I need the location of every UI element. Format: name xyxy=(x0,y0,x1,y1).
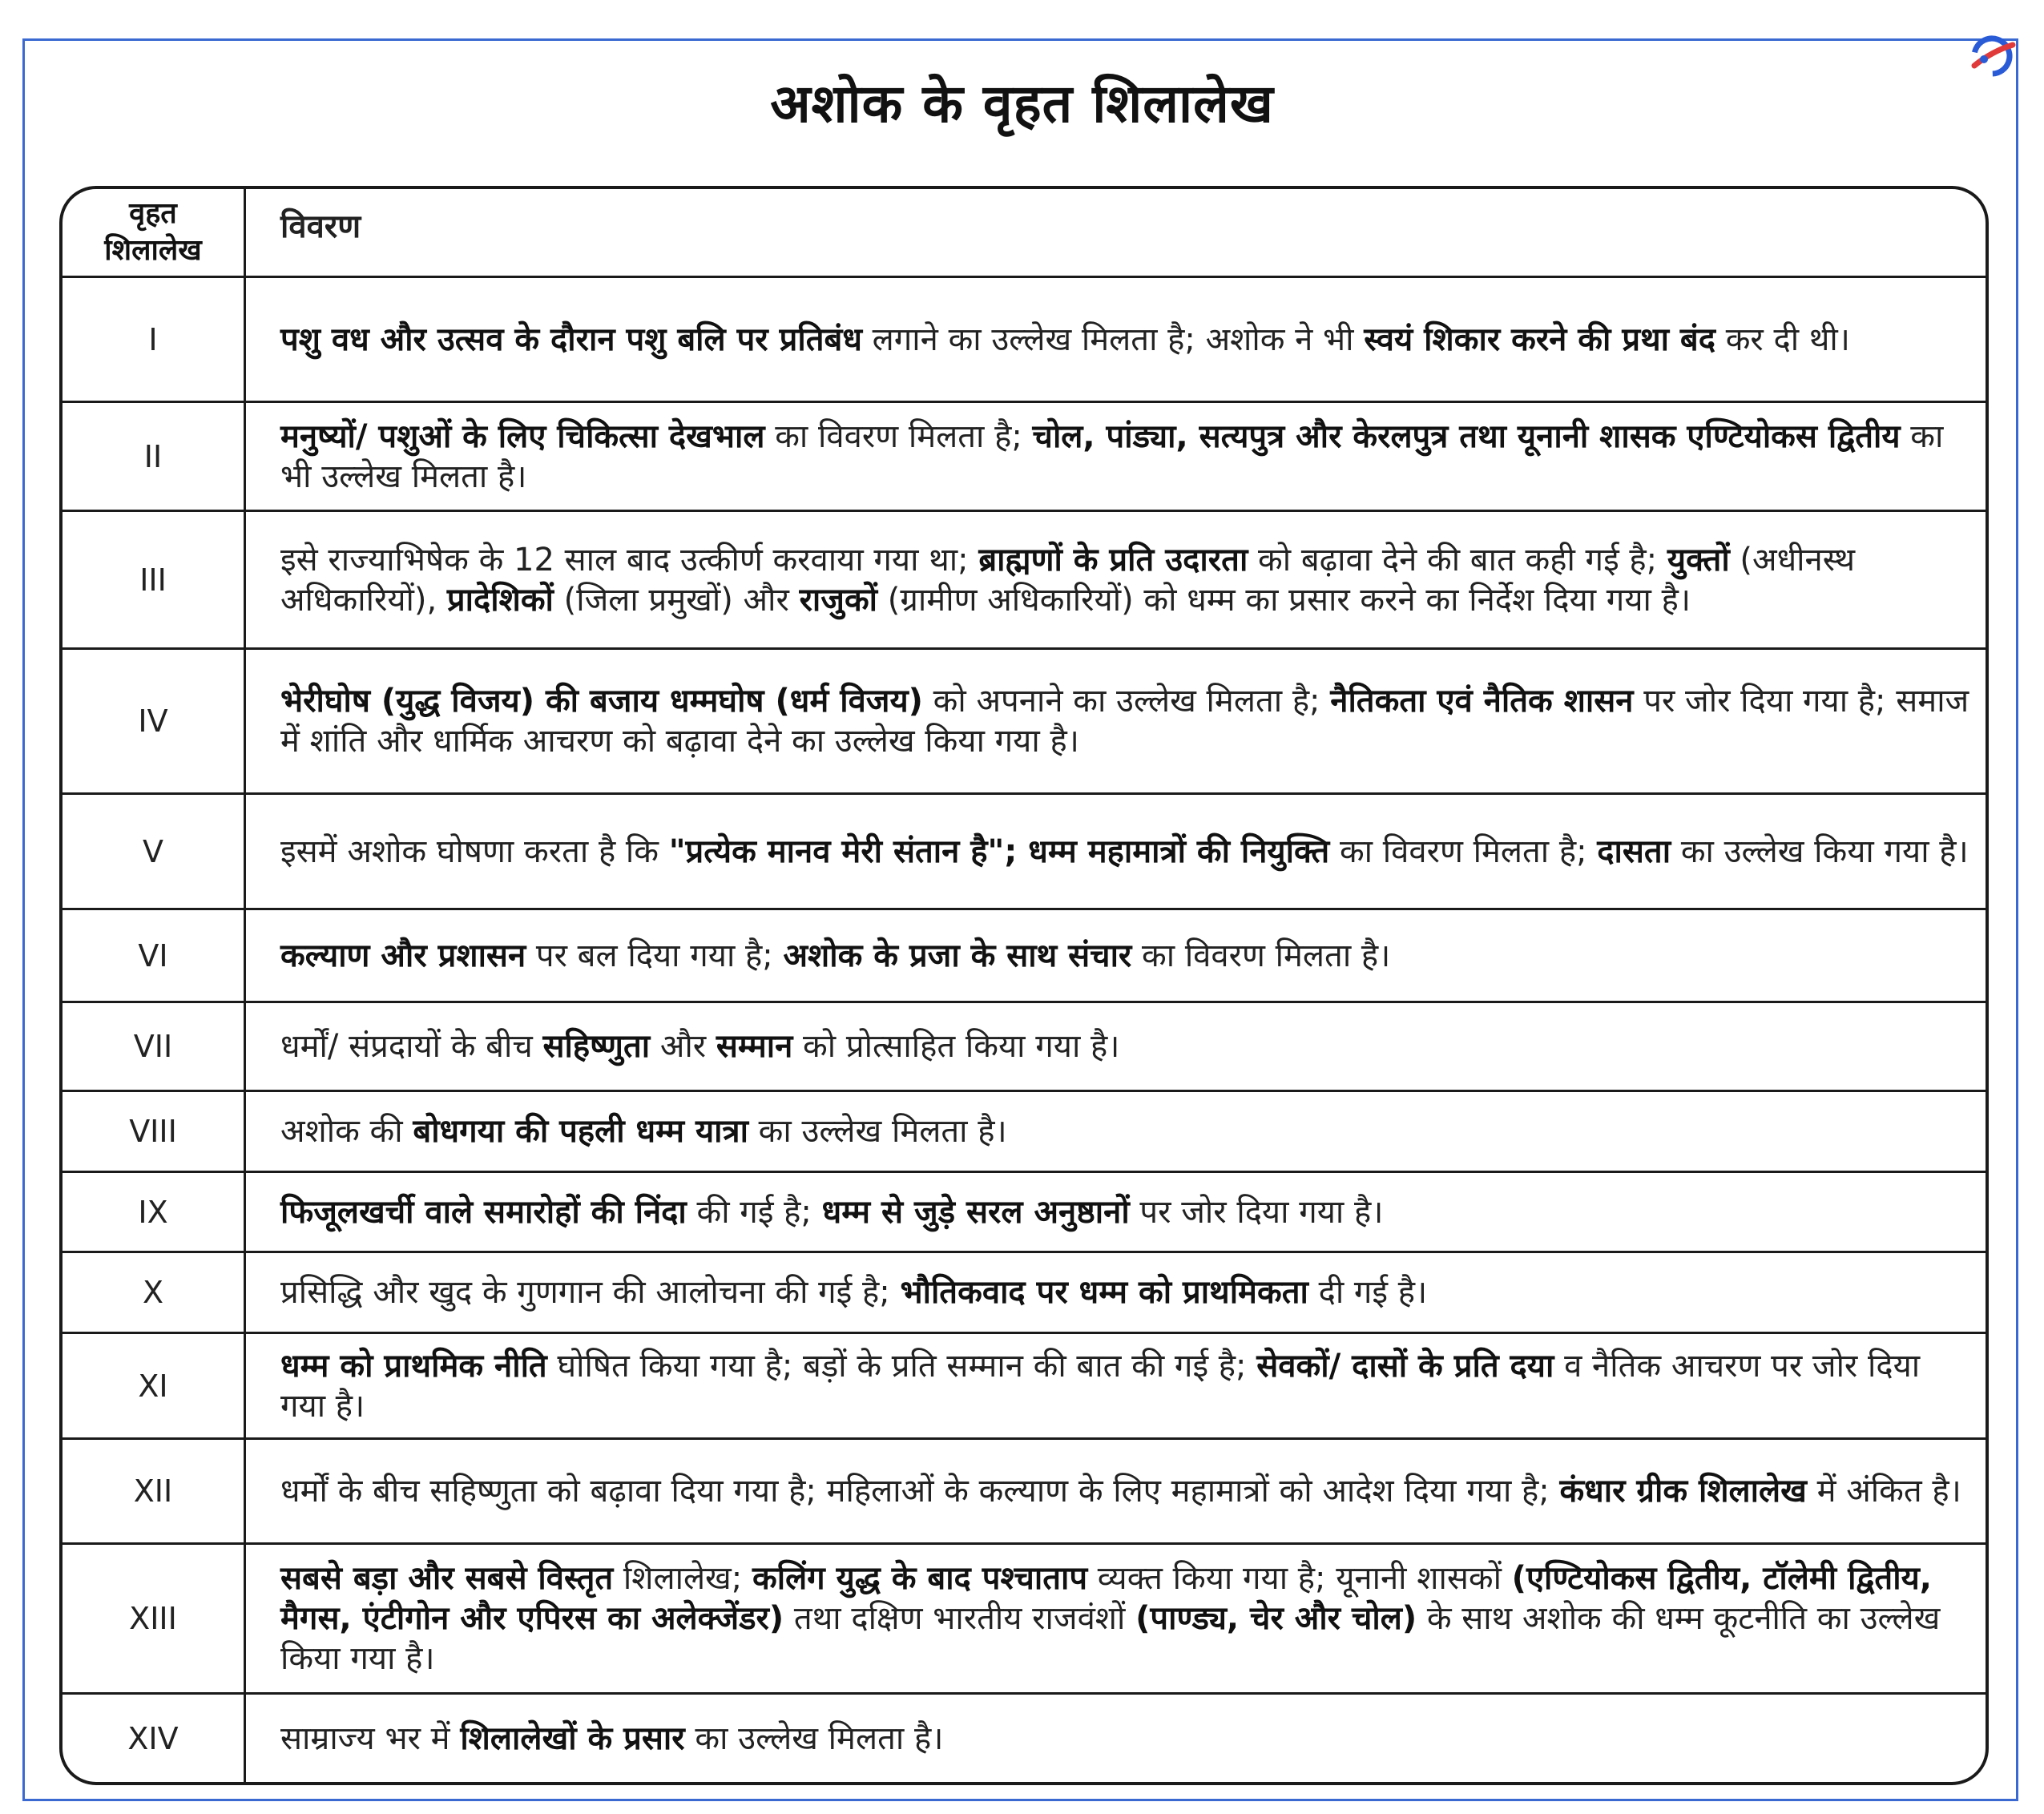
text: को प्रोत्साहित किया गया है। xyxy=(792,1028,1120,1065)
table-row xyxy=(62,1332,1986,1437)
text: पर बल दिया गया है; xyxy=(526,937,784,974)
text: का विवरण मिलता है। xyxy=(1131,937,1391,974)
table-row xyxy=(62,1542,1986,1692)
text: साम्राज्य भर में xyxy=(280,1719,461,1757)
table-row xyxy=(62,1090,1986,1171)
text: को बढ़ावा देने की बात कही गई है; xyxy=(1248,541,1667,578)
bold-text: कलिंग युद्ध के बाद पश्चाताप xyxy=(752,1560,1088,1597)
bold-text: सहिष्णुता xyxy=(542,1028,651,1065)
bold-text: भौतिकवाद पर धम्म को प्राथमिकता xyxy=(900,1274,1308,1311)
bold-text: शिलालेखों के प्रसार xyxy=(460,1719,685,1757)
bold-text: बोधगया की पहली धम्म यात्रा xyxy=(413,1113,748,1150)
table-row xyxy=(62,647,1986,792)
bold-text: प्रादेशिकों xyxy=(446,581,554,619)
edict-number: VIII xyxy=(129,1114,177,1149)
table-row xyxy=(62,401,1986,510)
edict-number: VII xyxy=(133,1029,173,1064)
bold-text: अशोक के प्रजा के साथ संचार xyxy=(783,937,1132,974)
bold-text: दासता xyxy=(1597,832,1671,870)
edict-description xyxy=(280,910,1974,1001)
table-row xyxy=(62,1001,1986,1090)
text: (अधीनस्थ अधिकारियों), xyxy=(280,541,1856,619)
text: शिलालेख; xyxy=(613,1560,752,1597)
bold-text: चोल, पांड्या, सत्यपुत्र और केरलपुत्र तथा यूनानी शासक एण्टियोकस द्वितीय xyxy=(1032,417,1901,455)
edict-description xyxy=(280,650,1974,792)
bold-text: राजुकों xyxy=(799,581,878,619)
bold-text: "प्रत्येक मानव मेरी संतान है"; धम्म महामात्रों की नियुक्ति xyxy=(668,832,1330,870)
table-header xyxy=(62,189,1986,276)
edict-number: IV xyxy=(138,703,168,739)
header-edict-line2: शिलालेख xyxy=(104,234,202,267)
text: धर्मों/ संप्रदायों के बीच xyxy=(280,1028,543,1065)
table-row xyxy=(62,276,1986,401)
edict-number: XI xyxy=(138,1368,168,1404)
bold-text: फिजूलखर्ची वाले समारोहों की निंदा xyxy=(280,1193,687,1231)
edict-number: IX xyxy=(138,1194,168,1230)
bold-text: कल्याण और प्रशासन xyxy=(280,937,526,974)
text: अशोक की xyxy=(280,1113,413,1150)
edict-description xyxy=(280,1334,1974,1437)
bold-text: (पाण्ड्य, चेर और चोल) xyxy=(1135,1600,1417,1637)
edict-description xyxy=(280,512,1974,647)
text: का उल्लेख किया गया है। xyxy=(1671,832,1969,870)
bold-text: मनुष्यों/ पशुओं के लिए चिकित्सा देखभाल xyxy=(280,417,765,455)
table-row xyxy=(62,792,1986,908)
bold-text: धम्म से जुड़े सरल अनुष्ठानों xyxy=(821,1193,1130,1231)
header-edict xyxy=(62,189,244,276)
table-row xyxy=(62,1692,1986,1782)
table-row xyxy=(62,1437,1986,1542)
text: कर दी थी। xyxy=(1715,320,1850,358)
text: को अपनाने का उल्लेख मिलता है; xyxy=(922,683,1331,720)
text: का विवरण मिलता है; xyxy=(764,417,1033,455)
text: का विवरण मिलता है; xyxy=(1329,832,1598,870)
edict-description xyxy=(280,1253,1974,1332)
edict-number: XII xyxy=(133,1473,173,1509)
edict-number: XIII xyxy=(129,1601,177,1636)
edict-description xyxy=(280,795,1974,908)
bold-text: (एण्टियोकस द्वितीय, टॉलेमी द्वितीय, मैगस, एंटीगोन और एपिरस का अलेक्जेंडर) xyxy=(280,1560,1932,1637)
text: व नैतिक आचरण पर जोर दिया गया है। xyxy=(280,1347,1921,1425)
edict-description xyxy=(280,1173,1974,1251)
edict-number: I xyxy=(148,321,158,357)
text: (ग्रामीण अधिकारियों) को धम्म का प्रसार करने का निर्देश दिया गया है। xyxy=(877,581,1691,619)
text: इसे राज्याभिषेक के 12 साल बाद उत्कीर्ण करवाया गया था; xyxy=(280,541,979,578)
text: लगाने का उल्लेख मिलता है; अशोक ने भी xyxy=(861,320,1365,358)
text: का उल्लेख मिलता है। xyxy=(684,1719,944,1757)
text: पर जोर दिया गया है; समाज में शांति और धार्मिक आचरण को बढ़ावा देने का उल्लेख किया गया है। xyxy=(280,683,1969,760)
edict-description xyxy=(280,1003,1974,1090)
text: धर्मों के बीच सहिष्णुता को बढ़ावा दिया गया है; महिलाओं के कल्याण के लिए महामात्रों को आदेश दिया गया है; xyxy=(280,1473,1560,1510)
edict-description xyxy=(280,1440,1974,1542)
edict-number: VI xyxy=(138,937,168,974)
text: तथा दक्षिण भारतीय राजवंशों xyxy=(784,1600,1136,1637)
edict-description xyxy=(280,403,1974,510)
bold-text: भेरीघोष (युद्ध विजय) की बजाय धम्मघोष (धर्म विजय) xyxy=(280,683,923,720)
bold-text: पशु वध और उत्सव के दौरान पशु बलि पर प्रतिबंध xyxy=(280,320,862,358)
text: और xyxy=(650,1028,716,1065)
text: दी गई है। xyxy=(1308,1274,1428,1311)
bold-text: नैतिकता एवं नैतिक शासन xyxy=(1330,683,1634,720)
bold-text: सेवकों/ दासों के प्रति दया xyxy=(1256,1347,1554,1385)
text: पर जोर दिया गया है। xyxy=(1129,1193,1384,1231)
text: में अंकित है। xyxy=(1806,1473,1961,1510)
text: का उल्लेख मिलता है। xyxy=(748,1113,1007,1150)
bold-text: सबसे बड़ा और सबसे विस्तृत xyxy=(280,1560,614,1597)
bold-text: ब्राह्मणों के प्रति उदारता xyxy=(978,541,1248,578)
edict-description xyxy=(280,278,1974,401)
text: (जिला प्रमुखों) और xyxy=(553,581,800,619)
text: इसमें अशोक घोषणा करता है कि xyxy=(280,832,669,870)
edict-description xyxy=(280,1545,1974,1692)
table-row xyxy=(62,1251,1986,1332)
text: के साथ अशोक की धम्म कूटनीति का उल्लेख किया गया है। xyxy=(280,1600,1941,1677)
header-description: विवरण xyxy=(280,208,361,245)
text: प्रसिद्धि और खुद के गुणगान की आलोचना की गई है; xyxy=(280,1274,901,1311)
edict-number: II xyxy=(143,438,163,474)
edict-description xyxy=(280,1092,1974,1171)
text: व्यक्त किया गया है; यूनानी शासकों xyxy=(1087,1560,1512,1597)
bold-text: स्वयं शिकार करने की प्रथा बंद xyxy=(1364,320,1715,358)
edict-description xyxy=(280,1695,1974,1782)
edict-number: X xyxy=(142,1275,164,1310)
text: की गई है; xyxy=(686,1193,822,1231)
edict-number: V xyxy=(143,833,163,869)
table-row xyxy=(62,510,1986,647)
text: घोषित किया गया है; बड़ों के प्रति सम्मान की बात की गई है; xyxy=(546,1347,1257,1385)
bold-text: कंधार ग्रीक शिलालेख xyxy=(1559,1473,1807,1510)
bold-text: युक्तों xyxy=(1667,541,1730,578)
edicts-table xyxy=(59,186,1989,1785)
table-row xyxy=(62,1171,1986,1251)
header-edict-line1: वृहत xyxy=(129,197,177,230)
edict-number: XIV xyxy=(127,1720,179,1756)
table-row xyxy=(62,908,1986,1001)
bold-text: धम्म को प्राथमिक नीति xyxy=(280,1347,547,1385)
text: का भी उल्लेख मिलता है। xyxy=(280,417,1944,495)
page-title: अशोक के वृहत शिलालेख xyxy=(770,73,1274,135)
edict-number: III xyxy=(139,562,167,598)
bold-text: सम्मान xyxy=(716,1028,793,1065)
